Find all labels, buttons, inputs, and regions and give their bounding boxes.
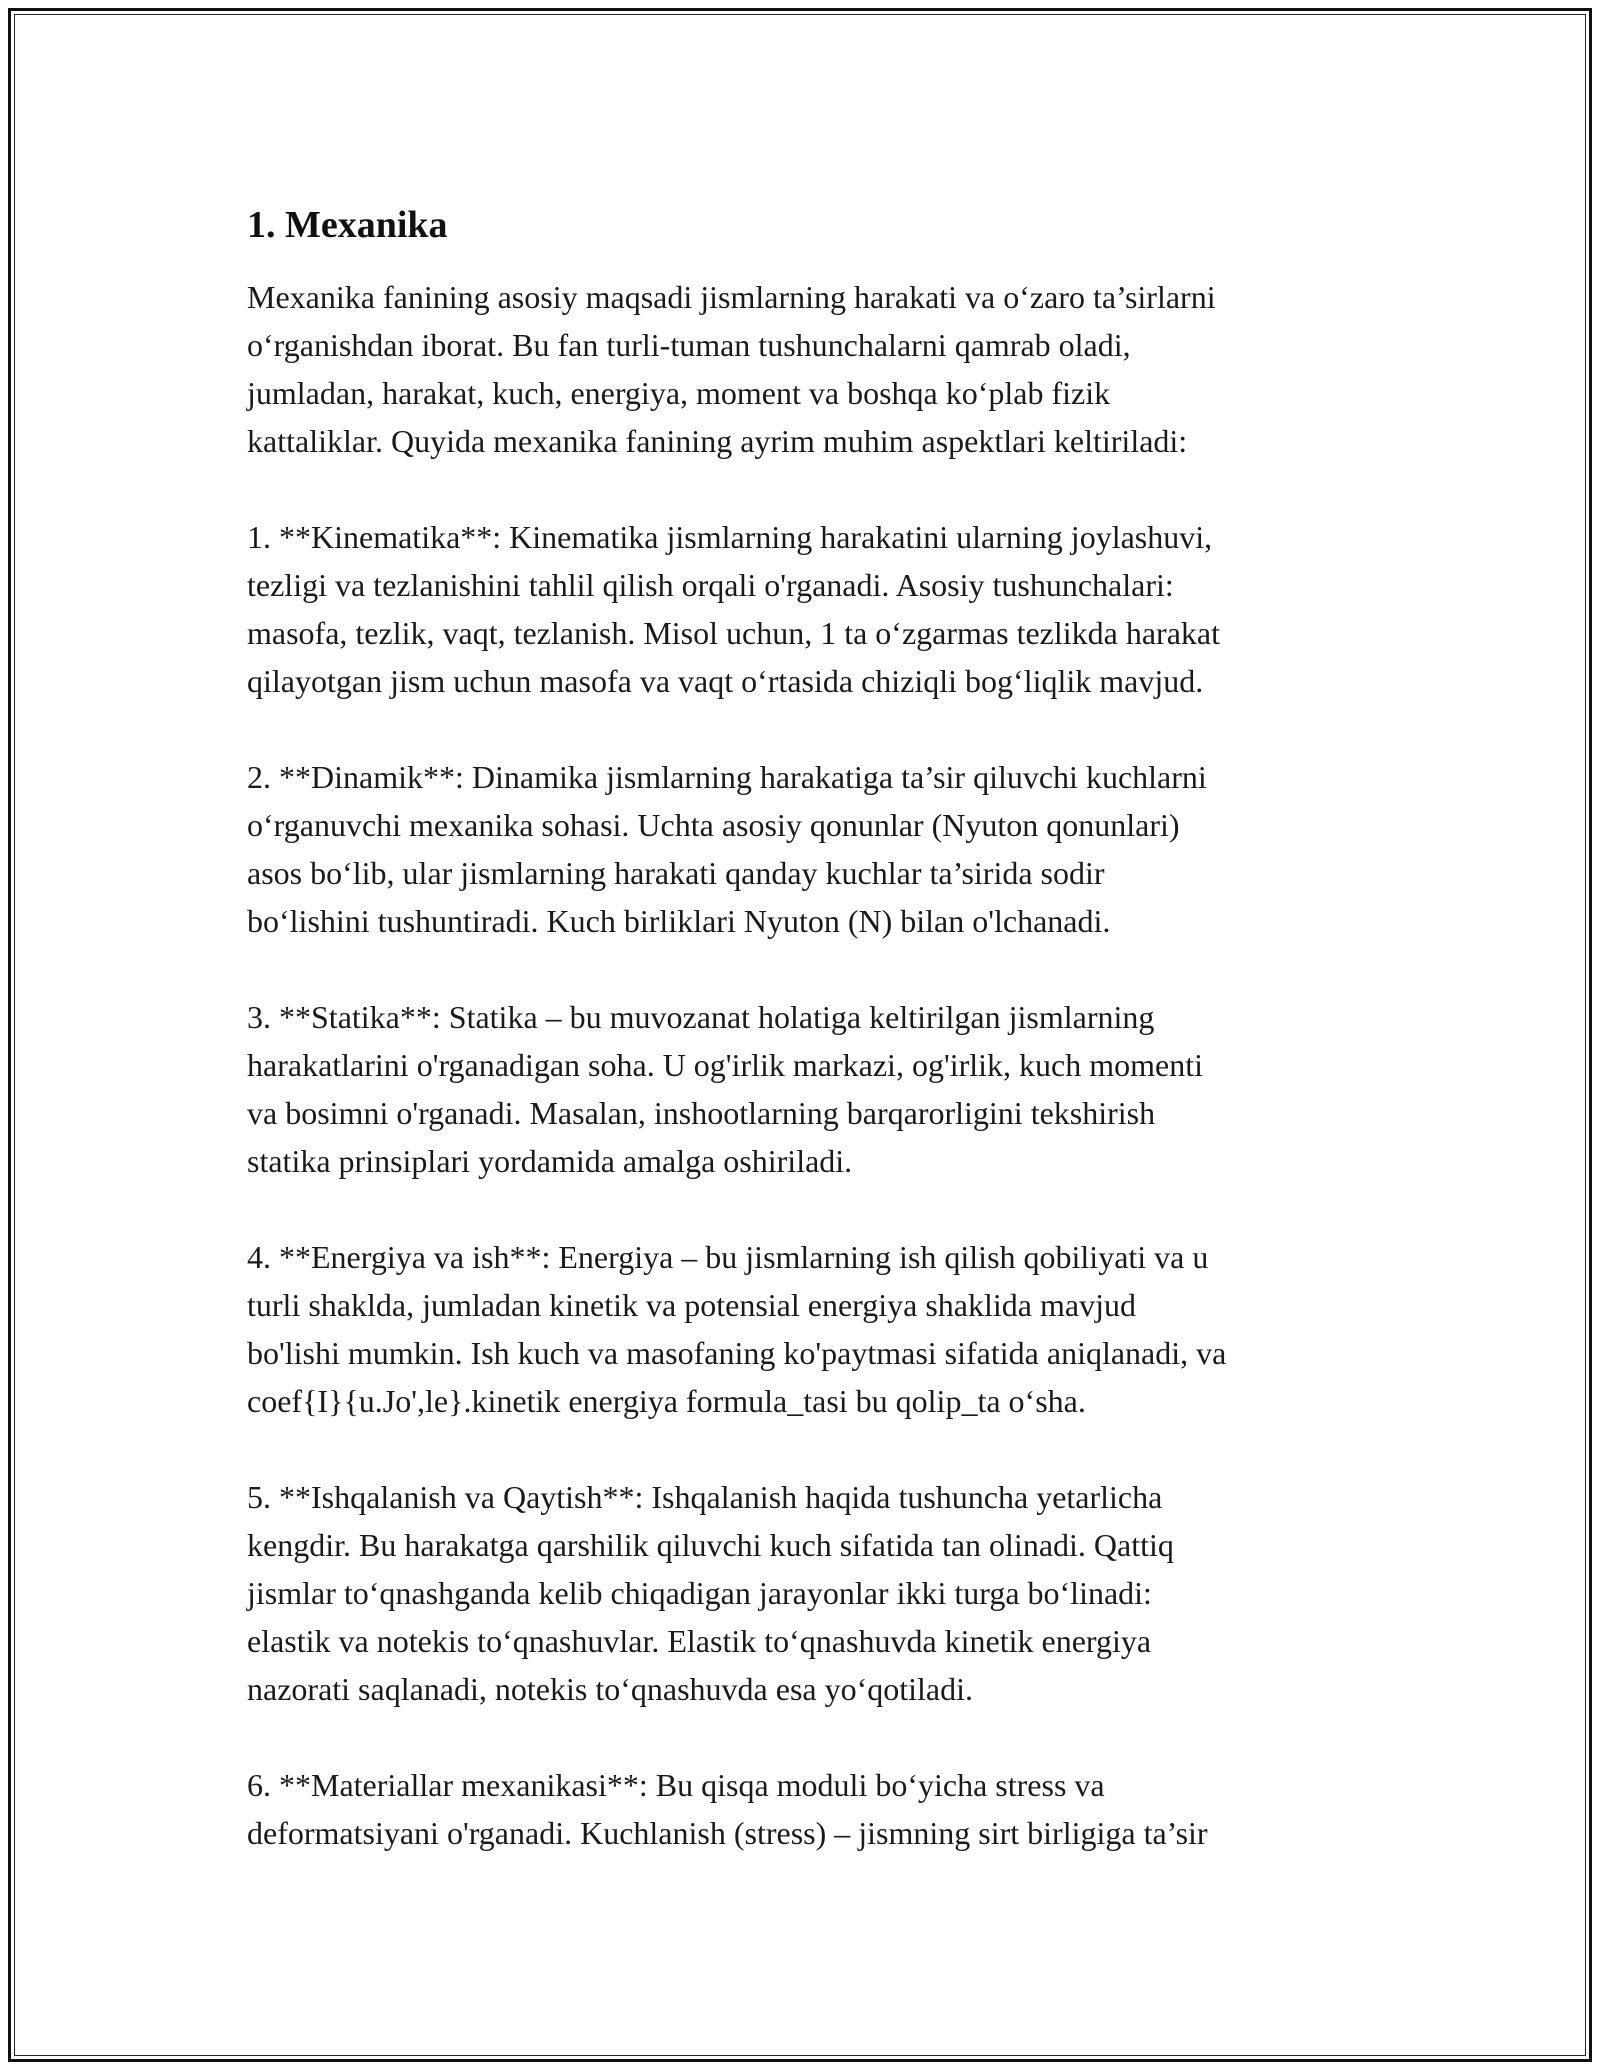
text-line: va bosimni o'rganadi. Masalan, inshootlarning barqarorligini tekshirish <box>247 1095 1156 1131</box>
text-line: bo‘lishini tushuntiradi. Kuch birliklari Nyuton (N) bilan o'lchanadi. <box>247 903 1111 939</box>
text-line: harakatlarini o'rganadigan soha. U og'irlik markazi, og'irlik, kuch momenti <box>247 1047 1203 1083</box>
text-line: coef{I}{u.Jo',le}.kinetik energiya formula_tasi bu qolip_ta o‘sha. <box>247 1383 1086 1419</box>
text-line: masofa, tezlik, vaqt, tezlanish. Misol uchun, 1 ta o‘zgarmas tezlikda harakat <box>247 615 1220 651</box>
text-line: 3. **Statika**: Statika – bu muvozanat holatiga keltirilgan jismlarning <box>247 999 1155 1035</box>
text-line: o‘rganishdan iborat. Bu fan turli-tuman tushunchalarni qamrab oladi, <box>247 327 1131 363</box>
text-line: jismlar to‘qnashganda kelib chiqadigan jarayonlar ikki turga bo‘linadi: <box>247 1575 1152 1611</box>
dinamik-paragraph <box>247 753 1387 945</box>
text-line: asos bo‘lib, ular jismlarning harakati qanday kuchlar ta’sirida sodir <box>247 855 1105 891</box>
materiallar-paragraph <box>247 1761 1387 1857</box>
text-line: 4. **Energiya va ish**: Energiya – bu jismlarning ish qilish qobiliyati va u <box>247 1239 1209 1275</box>
ishqalanish-paragraph <box>247 1473 1387 1713</box>
text-line: elastik va notekis to‘qnashuvlar. Elastik to‘qnashuvda kinetik energiya <box>247 1623 1152 1659</box>
text-line: tezligi va tezlanishini tahlil qilish orqali o'rganadi. Asosiy tushunchalari: <box>247 567 1174 603</box>
page-frame <box>8 8 1592 2062</box>
text-line: 5. **Ishqalanish va Qaytish**: Ishqalanish haqida tushuncha yetarlicha <box>247 1479 1163 1515</box>
text-line: Mexanika fanining asosiy maqsadi jismlarning harakati va o‘zaro ta’sirlarni <box>247 279 1216 315</box>
text-line: 1. **Kinematika**: Kinematika jismlarning harakatini ularning joylashuvi, <box>247 519 1213 555</box>
text-line: qilayotgan jism uchun masofa va vaqt o‘rtasida chiziqli bog‘liqlik mavjud. <box>247 663 1204 699</box>
document-body <box>247 197 1387 1905</box>
intro-paragraph <box>247 273 1387 465</box>
text-line: statika prinsiplari yordamida amalga oshiriladi. <box>247 1143 853 1179</box>
text-line: jumladan, harakat, kuch, energiya, moment va boshqa ko‘plab fizik <box>247 375 1111 411</box>
text-line: kattaliklar. Quyida mexanika fanining ayrim muhim aspektlari keltiriladi: <box>247 423 1188 459</box>
text-line: bo'lishi mumkin. Ish kuch va masofaning ko'paytmasi sifatida aniqlanadi, va <box>247 1335 1227 1371</box>
text-line: o‘rganuvchi mexanika sohasi. Uchta asosiy qonunlar (Nyuton qonunlari) <box>247 807 1180 843</box>
text-line: kengdir. Bu harakatga qarshilik qiluvchi kuch sifatida tan olinadi. Qattiq <box>247 1527 1174 1563</box>
text-line: 2. **Dinamik**: Dinamika jismlarning harakatiga ta’sir qiluvchi kuchlarni <box>247 759 1207 795</box>
text-line: 6. **Materiallar mexanikasi**: Bu qisqa moduli bo‘yicha stress va <box>247 1767 1105 1803</box>
text-line: nazorati saqlanadi, notekis to‘qnashuvda esa yo‘qotiladi. <box>247 1671 974 1707</box>
text-line: turli shaklda, jumladan kinetik va potensial energiya shaklida mavjud <box>247 1287 1136 1323</box>
statika-paragraph <box>247 993 1387 1185</box>
text-line: deformatsiyani o'rganadi. Kuchlanish (stress) – jismning sirt birligiga ta’sir <box>247 1815 1208 1851</box>
energiya-paragraph <box>247 1233 1387 1425</box>
kinematika-paragraph <box>247 513 1387 705</box>
section-heading: 1. Mexanika <box>247 204 448 246</box>
